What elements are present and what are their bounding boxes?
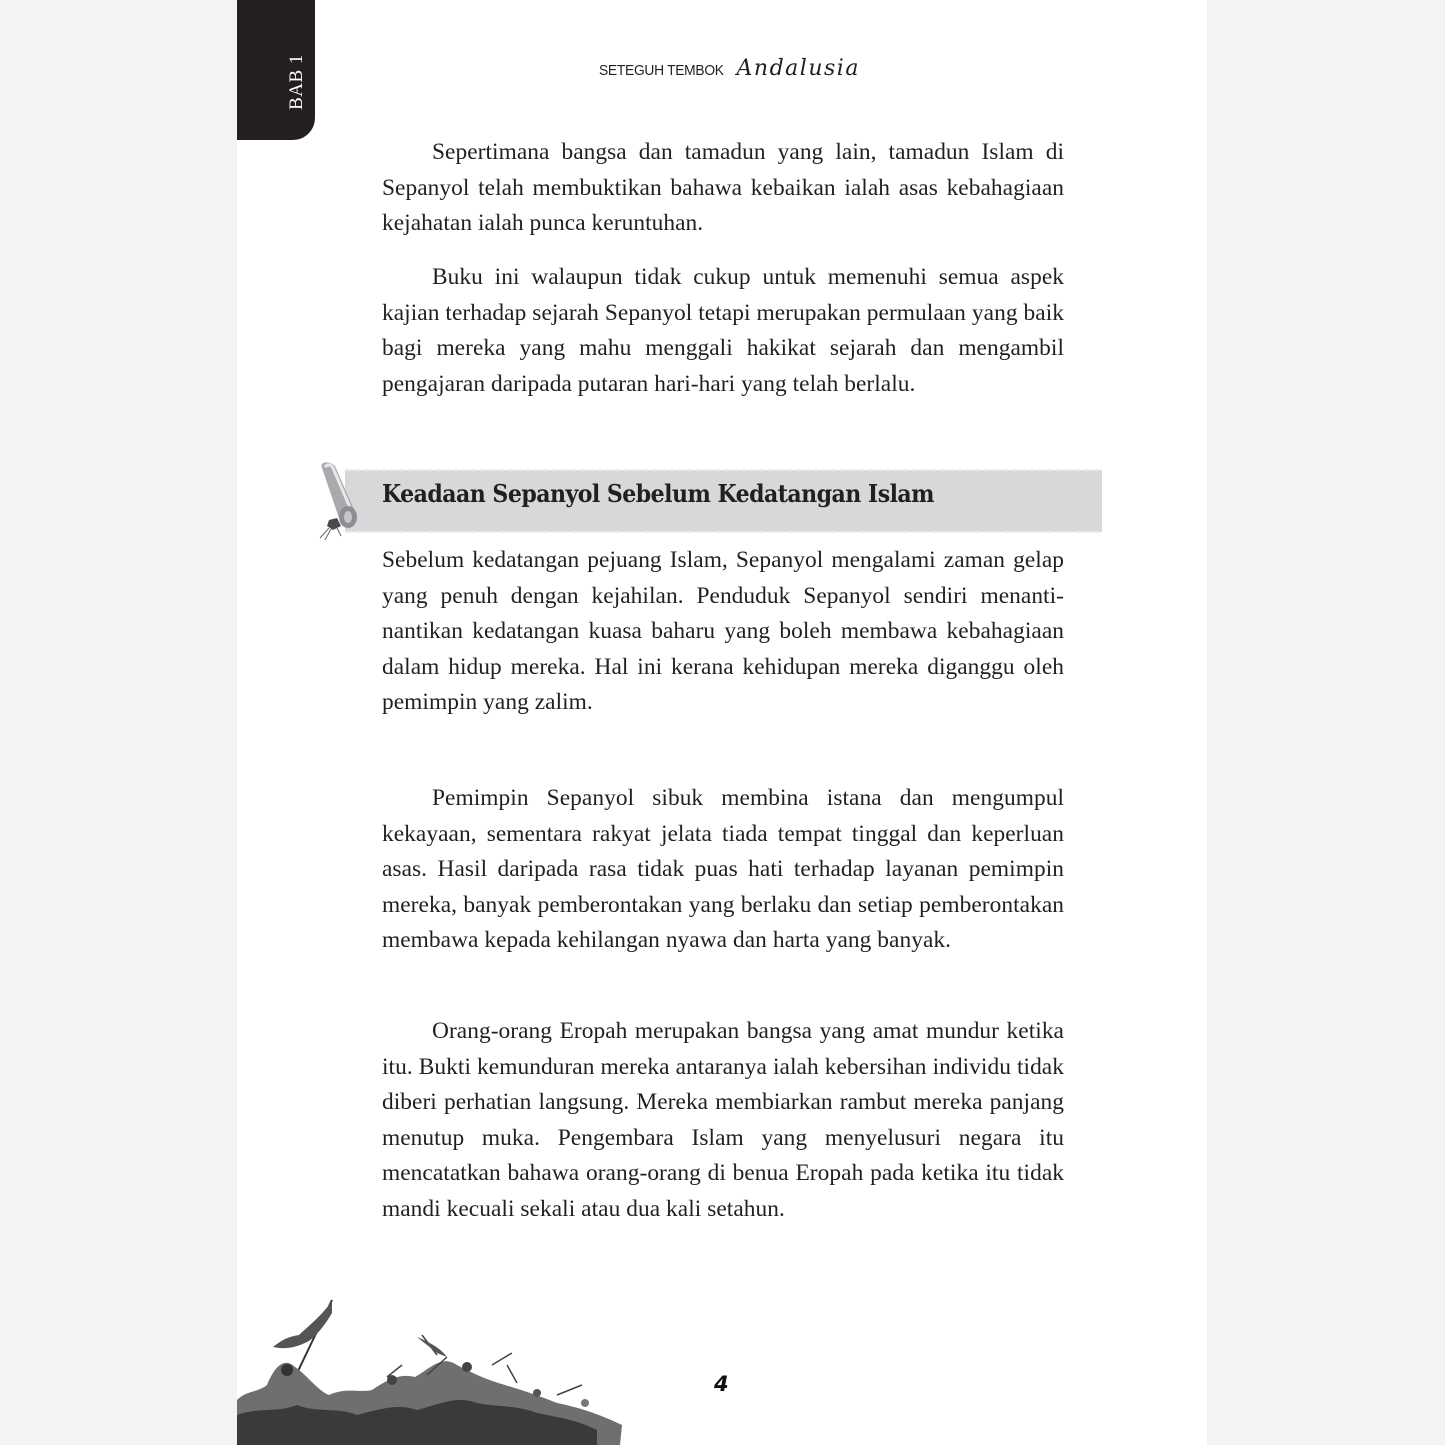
paragraph: Sebelum kedatangan pejuang Islam, Sepanyol mengalami zaman gelap yang penuh dengan kejahilan. Penduduk Sepanyol sendiri menanti-nantikan kedatangan kuasa baharu yang boleh membawa kebahagiaan dalam hidup mereka. Hal ini kerana kehidupan mereka diganggu oleh pemimpin yang zalim. <box>382 547 1064 716</box>
running-head-title: SETEGUH TEMBOK <box>599 62 724 79</box>
chapter-tab-label: BAB 1 <box>286 54 307 110</box>
paragraph: Buku ini walaupun tidak cukup untuk memenuhi semua aspek kajian terhadap sejarah Sepanyol tetapi merupakan permulaan yang baik bagi mereka yang mahu menggali hakikat sejarah dan mengambil pengajaran daripada putaran hari-hari yang telah berlalu. <box>382 264 1064 397</box>
paragraph: Sepertimana bangsa dan tamadun yang lain, tamadun Islam di Sepanyol telah membuktikan bahawa kebaikan ialah asas kebahagiaan kejahatan ialah punca keruntuhan. <box>382 139 1064 237</box>
chapter-tab <box>237 0 315 140</box>
paragraph: Pemimpin Sepanyol sibuk membina istana dan mengumpul kekayaan, sementara rakyat jelata tiada tempat tinggal dan keperluan asas. Hasil daripada rasa tidak puas hati terhadap layanan pemimpin mereka, banyak pemberontakan yang berlaku dan setiap pemberontakan membawa kepada kehilangan nyawa dan harta yang banyak. <box>382 785 1064 954</box>
book-page <box>237 0 1207 1445</box>
paragraph: Orang-orang Eropah merupakan bangsa yang amat mundur ketika itu. Bukti kemunduran mereka antaranya ialah kebersihan individu tidak diberi perhatian langsung. Mereka membiarkan rambut mereka panjang menutup muka. Pengembara Islam yang menyelusuri negara itu mencatatkan bahawa orang-orang di benua Eropah pada ketika itu tidak mandi kecuali sekali atau dua kali setahun. <box>382 1018 1064 1222</box>
running-head <box>599 56 860 86</box>
page-number: 4 <box>714 1372 729 1396</box>
running-head-script: Andalusia <box>736 56 860 81</box>
section-heading: Keadaan Sepanyol Sebelum Kedatangan Islam <box>382 479 934 508</box>
section-heading-banner <box>317 462 1107 540</box>
cavalry-illustration-icon <box>237 1295 637 1445</box>
